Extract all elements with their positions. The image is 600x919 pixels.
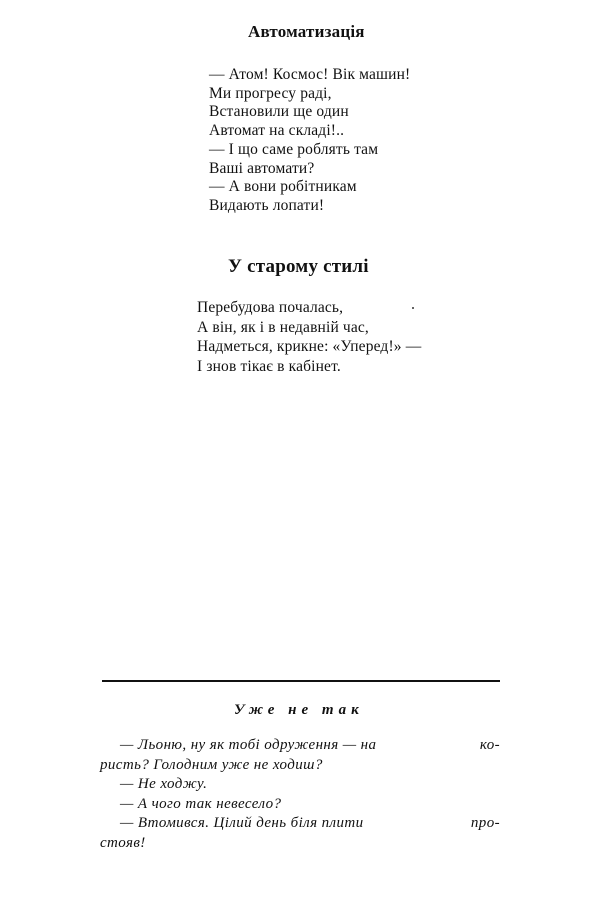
joke-line: — Не ходжу. xyxy=(120,776,208,792)
print-speck xyxy=(412,307,414,309)
poem-line: — А вони робітникам xyxy=(209,178,357,196)
joke-line: ристь? Голодним уже не ходиш? xyxy=(100,756,323,773)
poem-line: Надметься, крикне: «Уперед!» — xyxy=(197,338,422,355)
joke-line-hyphenated: про- xyxy=(470,815,500,831)
joke-title: Уже не так xyxy=(234,702,364,718)
poem-title-automation: Автоматизація xyxy=(248,22,365,41)
joke-line: стояв! xyxy=(100,834,146,851)
joke-line-text: — Втомився. Цілий день біля плити xyxy=(120,815,364,831)
joke-line xyxy=(100,814,500,834)
poem-line: Видають лопати! xyxy=(209,196,325,214)
joke-line-hyphenated: ко- xyxy=(479,737,500,753)
poem-line: Встановили ще один xyxy=(209,103,349,121)
poem-line: І знов тікає в кабінет. xyxy=(197,357,341,375)
poem-line: А він, як і в недавній час, xyxy=(197,318,369,336)
poem-line: Автомат на складі!.. xyxy=(209,122,345,140)
joke-line: — А чого так невесело? xyxy=(120,795,282,812)
poem-line: — Атом! Космос! Вік машин! xyxy=(209,66,411,83)
poem-title-old-style: У старому стилі xyxy=(228,256,369,277)
joke-line xyxy=(100,736,500,756)
poem-line: Ваші автомати? xyxy=(209,159,315,177)
poem-old-style xyxy=(197,298,421,376)
joke-line-text: — Льоню, ну як тобі одруження — на xyxy=(120,737,377,753)
section-divider xyxy=(102,680,500,682)
joke-text xyxy=(100,736,500,853)
poem-line: Ми прогресу раді, xyxy=(209,84,332,102)
poem-line: — І що саме роблять там xyxy=(209,140,379,158)
poem-automation xyxy=(209,66,410,216)
poem-line: Перебудова почалась, xyxy=(197,299,344,316)
